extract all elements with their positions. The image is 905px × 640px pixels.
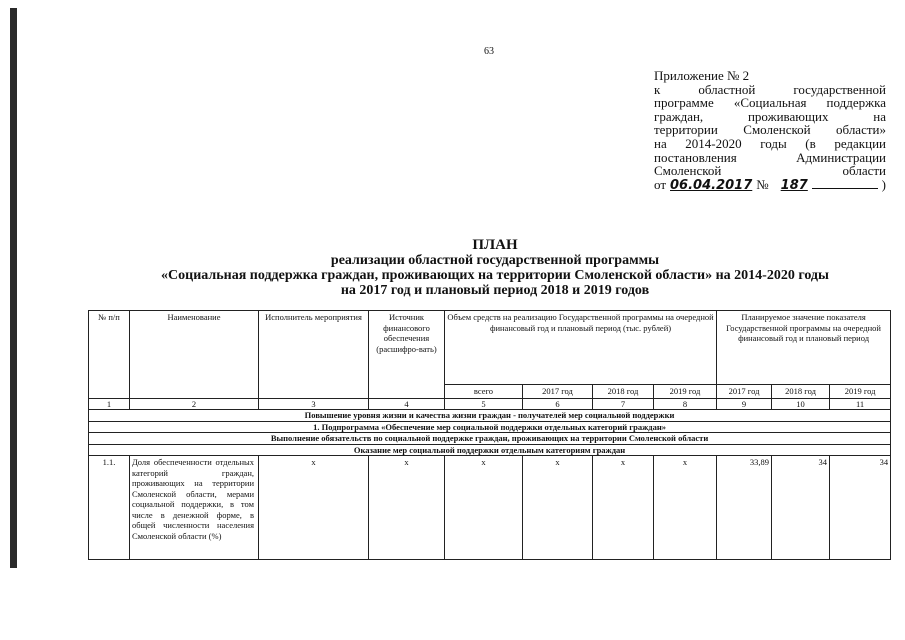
title-line-3: «Социальная поддержка граждан, проживающих на территории Смоленской области» на 2014-2020 годы (161, 268, 829, 283)
appendix-line: Приложение № 2 (654, 68, 750, 83)
appendix-date-line (654, 178, 886, 193)
table-row (89, 456, 891, 560)
title-line-2: реализации областной государственной программы (330, 253, 660, 268)
header-source: Источник финансового обеспечения (расшифро-вать) (369, 311, 445, 399)
header-executor: Исполнитель мероприятия (259, 311, 369, 399)
row-indicator-2017: 33,89 (717, 456, 772, 560)
closing-paren: ) (881, 176, 886, 192)
appendix-line: программе «Социальная поддержка (654, 95, 886, 111)
handwritten-number: 187 (780, 177, 808, 193)
column-number-row (89, 398, 891, 410)
header-indicator: Планируемое значение показателя Государственной программы на очередной финансовый год и плановый период (717, 311, 891, 385)
row-2019: х (654, 456, 717, 560)
title-plan: ПЛАН (472, 237, 518, 253)
appendix-line: к областной государственной (654, 81, 886, 97)
row-total: х (445, 456, 523, 560)
appendix-line: граждан, проживающих на (654, 108, 886, 124)
row-indicator-2018: 34 (772, 456, 830, 560)
column-number: 1 (89, 398, 130, 410)
appendix-block (654, 69, 886, 192)
plan-table (88, 310, 891, 560)
number-prefix: № (756, 176, 769, 192)
page-number: 63 (484, 46, 494, 57)
header-funding-2018: 2018 год (593, 385, 654, 399)
appendix-line: на 2014-2020 годы (в редакции (654, 135, 886, 151)
section-task: Выполнение обязательств по социальной поддержке граждан, проживающих на территории Смоленской области (89, 433, 891, 445)
header-indicator-2017: 2017 год (717, 385, 772, 399)
row-source: х (369, 456, 445, 560)
header-funding: Объем средств на реализацию Государственной программы на очередной финансовый год и плановый период (тыс. рублей) (445, 311, 717, 385)
title-line-4: на 2017 год и плановый период 2018 и 2019 годов (340, 283, 650, 298)
row-2017: х (523, 456, 593, 560)
header-funding-2017: 2017 год (523, 385, 593, 399)
scan-edge (10, 8, 17, 568)
handwritten-date: 06.04.2017 (670, 177, 753, 193)
column-number: 4 (369, 398, 445, 410)
date-prefix: от (654, 176, 667, 192)
header-indicator-2019: 2019 год (830, 385, 891, 399)
row-name: Доля обеспеченности отдельных категорий граждан, проживающих на территории Смоленской области, мерами социальной поддержки, в том числе в денежной форме, в общей численности населения Смоленской области (%) (130, 456, 259, 560)
column-number: 6 (523, 398, 593, 410)
header-funding-2019: 2019 год (654, 385, 717, 399)
column-number: 2 (130, 398, 259, 410)
number-underline (812, 178, 878, 189)
column-number: 5 (445, 398, 523, 410)
column-number: 8 (654, 398, 717, 410)
section-goal: Повышение уровня жизни и качества жизни граждан - получателей мер социальной поддержки (89, 410, 891, 422)
row-num: 1.1. (89, 456, 130, 560)
column-number: 3 (259, 398, 369, 410)
section-activity: Оказание мер социальной поддержки отдельным категориям граждан (89, 444, 891, 456)
appendix-line: постановления Администрации (654, 149, 886, 165)
appendix-line: территории Смоленской области» (654, 122, 886, 138)
document-title (100, 238, 890, 298)
header-name: Наименование (130, 311, 259, 399)
row-executor: х (259, 456, 369, 560)
column-number: 10 (772, 398, 830, 410)
section-subprogram: 1. Подпрограмма «Обеспечение мер социальной поддержки отдельных категорий граждан» (89, 421, 891, 433)
row-indicator-2019: 34 (830, 456, 891, 560)
header-indicator-2018: 2018 год (772, 385, 830, 399)
appendix-line: Смоленской области (654, 163, 886, 179)
row-2018: х (593, 456, 654, 560)
header-funding-total: всего (445, 385, 523, 399)
header-num: № п/п (89, 311, 130, 399)
column-number: 11 (830, 398, 891, 410)
column-number: 9 (717, 398, 772, 410)
column-number: 7 (593, 398, 654, 410)
